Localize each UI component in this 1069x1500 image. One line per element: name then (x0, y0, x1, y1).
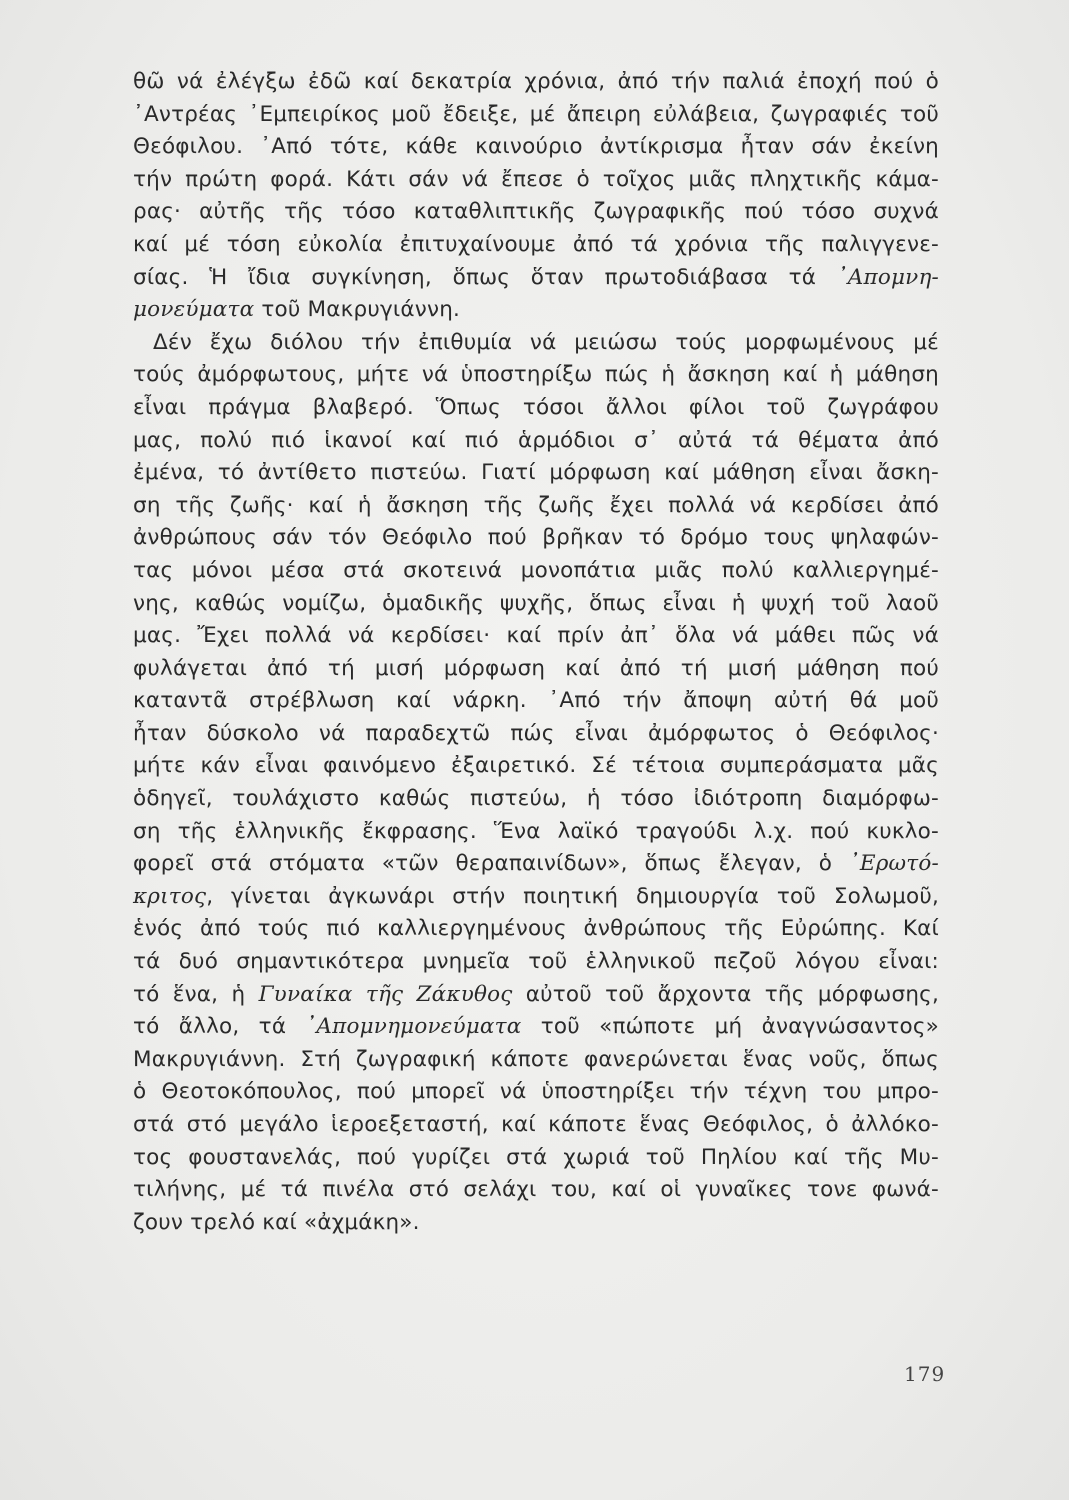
text-line: ἦταν δύσκολο νά παραδεχτῶ πώς εἶναι ἀμόρφωτος ὁ Θεόφιλος· (133, 720, 939, 746)
text-line: Θεόφιλου. ᾿Από τότε, κάθε καινούριο ἀντίκρισμα ἦταν σάν ἐκείνη (133, 134, 939, 160)
text-line: τό ἕνα, ἡ Γυναίκα τῆς Ζάκυθος αὐτοῦ τοῦ ἄρχοντα τῆς μόρφωσης, (133, 981, 939, 1007)
text-line: στά στό μεγάλο ἱεροεξεταστή, καί κάποτε ἕνας Θεόφιλος, ὁ ἀλλόκο- (133, 1112, 939, 1137)
book-title-italic: ᾿Απομνη- (836, 264, 939, 290)
text-line: ἀνθρώπους σάν τόν Θεόφιλο πού βρῆκαν τό δρόμο τους ψηλαφών- (133, 525, 939, 551)
text-line: ὁδηγεῖ, τουλάχιστο καθώς πιστεύω, ἡ τόσο ἰδιότροπη διαμόρφω- (133, 786, 939, 812)
text-line: θῶ νά ἐλέγξω ἐδῶ καί δεκατρία χρόνια, ἀπό τήν παλιά ἐποχή πού ὁ (133, 69, 939, 94)
text-line: ἐμένα, τό ἀντίθετο πιστεύω. Γιατί μόρφωση καί μάθηση εἶναι ἄσκη- (133, 460, 939, 486)
text-line: ἑνός ἀπό τούς πιό καλλιεργημένους ἀνθρώπους τῆς Εὐρώπης. Καί (133, 916, 939, 942)
text-line: ᾿Αντρέας ᾿Εμπειρίκος μοῦ ἔδειξε, μέ ἄπειρη εὐλάβεια, ζωγραφιές τοῦ (133, 101, 939, 127)
text-line: ὁ Θεοτοκόπουλος, πού μπορεῖ νά ὑποστηρίξει τήν τέχνη του μπρο- (133, 1079, 939, 1105)
text-line: Μακρυγιάννη. Στή ζωγραφική κάποτε φανερώνεται ἕνας νοῦς, ὅπως (133, 1046, 939, 1072)
text-line: μας. Ἔχει πολλά νά κερδίσει· καί πρίν ἀπ᾿ ὅλα νά μάθει πῶς νά (133, 623, 939, 649)
text-line: ση τῆς ζωῆς· καί ἡ ἄσκηση τῆς ζωῆς ἔχει πολλά νά κερδίσει ἀπό (133, 492, 939, 518)
text-line: τούς ἀμόρφωτους, μήτε νά ὑποστηρίξω πώς ἡ ἄσκηση καί ἡ μάθηση (133, 362, 939, 388)
text-line: ζουν τρελό καί «ἀχμάκη». (133, 1209, 420, 1235)
text-line: καί μέ τόση εὐκολία ἐπιτυχαίνουμε ἀπό τά χρόνια τῆς παλιγγενε- (133, 231, 939, 257)
text-line: τος φουστανελάς, πού γυρίζει στά χωριά τοῦ Πηλίου καί τῆς Μυ- (133, 1144, 939, 1170)
text-line: σίας. Ἡ ἴδια συγκίνηση, ὅπως ὅταν πρωτοδιάβασα τά ᾿Απομνη- (133, 264, 939, 290)
text-line: μονεύματα τοῦ Μακρυγιάννη. (133, 297, 461, 323)
text-line: τας μόνοι μέσα στά σκοτεινά μονοπάτια μιᾶς πολύ καλλιεργημέ- (133, 557, 939, 583)
text-line: εἶναι πράγμα βλαβερό. Ὅπως τόσοι ἄλλοι φίλοι τοῦ ζωγράφου (133, 394, 939, 420)
book-title-italic: ᾿Ερωτό- (848, 851, 939, 877)
text-line: μήτε κάν εἶναι φαινόμενο ἐξαιρετικό. Σέ τέτοια συμπεράσματα μᾶς (133, 753, 939, 779)
body-text (133, 66, 939, 1239)
text-line: ση τῆς ἑλληνικῆς ἔκφρασης. Ἕνα λαϊκό τραγούδι λ.χ. πού κυκλο- (133, 818, 939, 844)
book-title-italic: μονεύματα (133, 297, 255, 323)
text-line: φορεῖ στά στόματα «τῶν θεραπαινίδων», ὅπως ἔλεγαν, ὁ ᾿Ερωτό- (133, 851, 939, 877)
book-title-italic: κριτος (133, 883, 207, 909)
text-line: τήν πρώτη φορά. Κάτι σάν νά ἔπεσε ὁ τοῖχος μιᾶς πληχτικῆς κάμα- (133, 166, 939, 192)
text-line: τιλήνης, μέ τά πινέλα στό σελάχι του, καί οἱ γυναῖκες τονε φωνά- (133, 1177, 939, 1203)
text-line: μας, πολύ πιό ἱκανοί καί πιό ἁρμόδιοι σ᾿ αὐτά τά θέματα ἀπό (133, 427, 939, 453)
book-title-italic: Γυναίκα τῆς Ζάκυθος (258, 981, 513, 1007)
text-line: ρας· αὐτῆς τῆς τόσο καταθλιπτικῆς ζωγραφικῆς πού τόσο συχνά (133, 199, 939, 225)
text-line: κριτος, γίνεται ἀγκωνάρι στήν ποιητική δημιουργία τοῦ Σολωμοῦ, (133, 883, 939, 909)
text-line: τό ἄλλο, τά ᾿Απομνημονεύματα τοῦ «πώποτε μή ἀναγνώσαντος» (133, 1014, 939, 1040)
page-number: 179 (904, 1362, 946, 1386)
book-title-italic: ᾿Απομνημονεύματα (305, 1014, 522, 1040)
text-line: τά δυό σημαντικότερα μνημεῖα τοῦ ἑλληνικοῦ πεζοῦ λόγου εἶναι: (133, 949, 939, 975)
text-line: φυλάγεται ἀπό τή μισή μόρφωση καί ἀπό τή μισή μάθηση πού (133, 655, 939, 681)
text-line: καταντᾶ στρέβλωση καί νάρκη. ᾿Από τήν ἄποψη αὐτή θά μοῦ (133, 688, 939, 714)
paragraph-start-line: Δέν ἔχω διόλου τήν ἐπιθυμία νά μειώσω τούς μορφωμένους μέ (153, 329, 939, 355)
text-line: νης, καθώς νομίζω, ὁμαδικῆς ψυχῆς, ὅπως εἶναι ἡ ψυχή τοῦ λαοῦ (133, 590, 939, 616)
